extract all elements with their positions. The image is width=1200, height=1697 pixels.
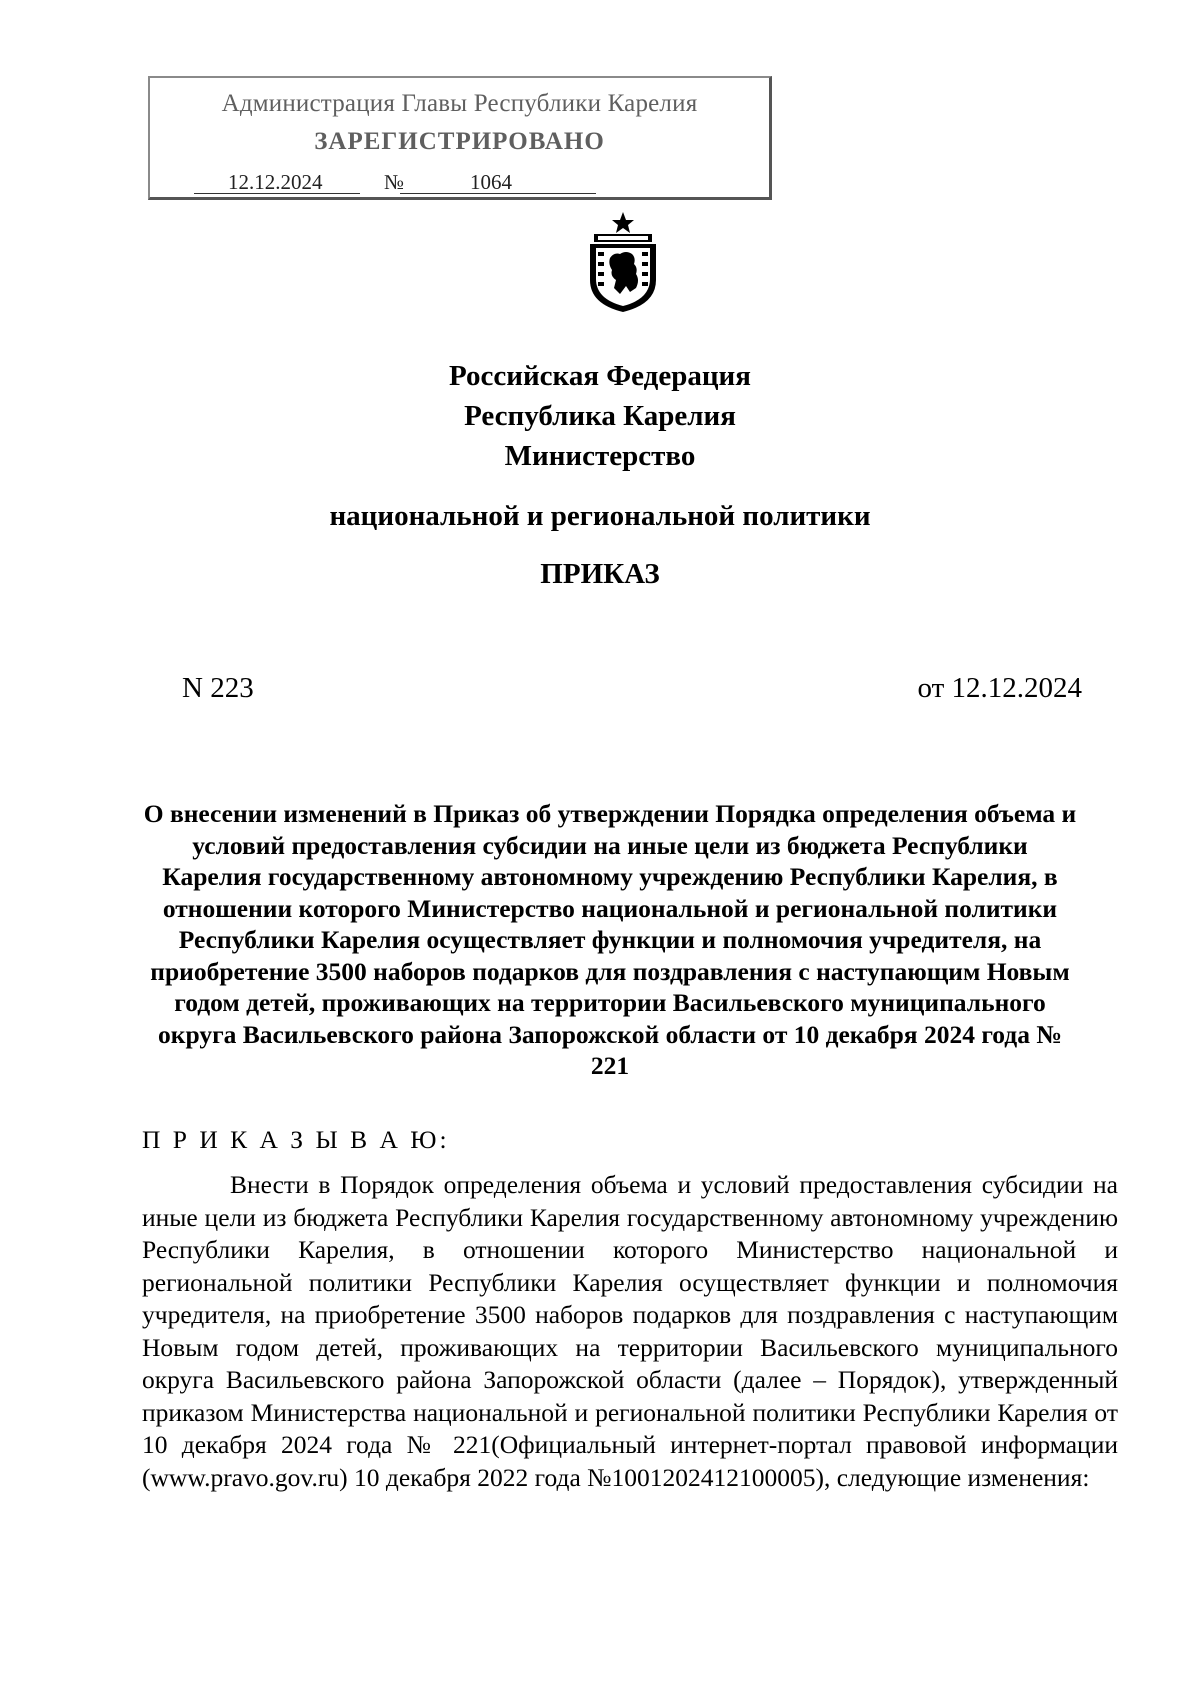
header-ministry: Министерство — [504, 440, 696, 472]
order-verb: П Р И К А З Ы В А Ю: — [142, 1125, 450, 1154]
document-type-title: ПРИКАЗ — [540, 558, 660, 590]
stamp-number: 1064 — [470, 170, 512, 194]
header-federation: Российская Федерация — [449, 360, 751, 392]
header-republic: Республика Карелия — [464, 400, 736, 432]
body-paragraph: Внести в Порядок определения объема и условий предоставления субсидии на иные цели из бюджета Республики Карелия государственному автономному учреждению Республики Карелия, в отношении которого Министерство национальной и региональной политики Республики Карелия осуществляет функции и полномочия учредителя, на приобретение 3500 наборов подарков для поздравления с наступающим Новым годом детей, проживающих на территории Васильевского муниципального округа Васильевского района Запорожской области (далее – Порядок), утвержденный приказом Министерства национальной и региональной политики Республики Карелия от 10 декабря 2024 года № 221(Официальный интернет-портал правовой информации (www.pravo.gov.ru) 10 декабря 2022 года №1001202412100005), следующие изменения: — [142, 1170, 1118, 1492]
order-date: от 12.12.2024 — [917, 672, 1082, 704]
stamp-date: 12.12.2024 — [228, 170, 323, 194]
order-subject: О внесении изменений в Приказ об утверждении Порядка определения объема и условий предоставления субсидии на иные цели из бюджета Республики Карелия государственному автономному учреждению Республики Карелия, в отношении которого Министерство национальной и региональной политики Республики Карелия осуществляет функции и полномочия учредителя, на приобретение 3500 наборов подарков для поздравления с наступающим Новым годом детей, проживающих на территории Васильевского муниципального округа Васильевского района Запорожской области от 10 декабря 2024 года № 221 — [143, 799, 1077, 1080]
stamp-registration-line — [194, 170, 596, 198]
stamp-number-sign: № — [384, 170, 405, 194]
stamp-status: ЗАРЕГИСТРИРОВАНО — [314, 128, 605, 155]
karelia-coat-of-arms-icon — [580, 210, 666, 314]
order-number: N 223 — [182, 672, 254, 704]
stamp-admin-line: Администрация Главы Республики Карелия — [221, 90, 698, 117]
header-ministry-name: национальной и региональной политики — [329, 500, 871, 532]
registration-stamp — [148, 76, 772, 200]
